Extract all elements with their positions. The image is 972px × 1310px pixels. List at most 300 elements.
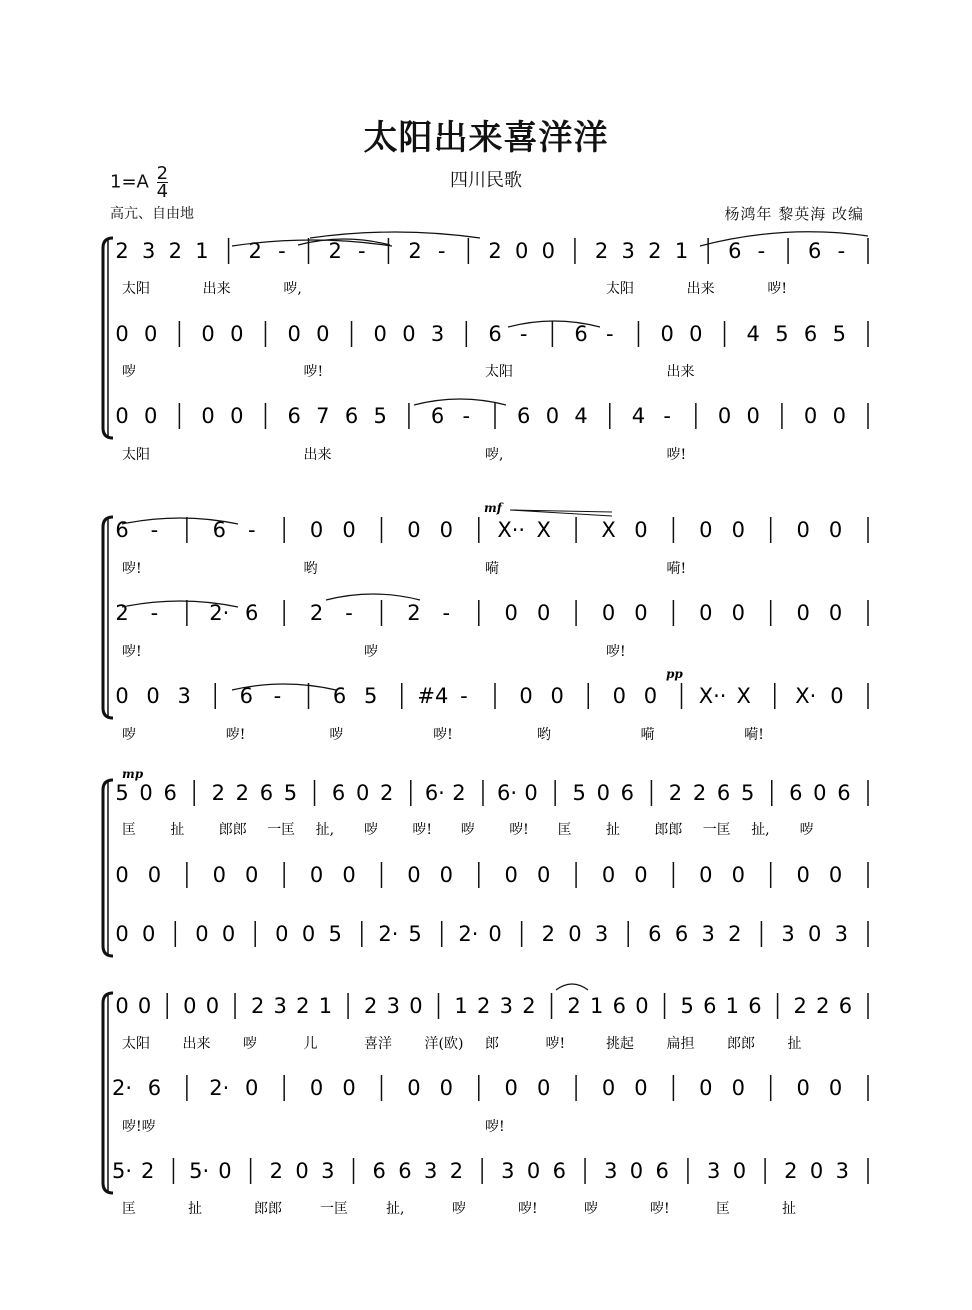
lyric: 太阳	[122, 1036, 150, 1052]
note: X	[536, 518, 551, 542]
note: 3	[594, 922, 609, 946]
note: 4	[746, 322, 760, 346]
note: 6	[648, 922, 662, 946]
lyric: 哕,	[283, 281, 302, 297]
note: 3	[781, 922, 795, 946]
note: 0	[828, 518, 843, 542]
lyric: 嗬!	[666, 561, 687, 577]
lyric: 扯	[188, 1201, 202, 1217]
lyric: 哕!	[303, 364, 324, 380]
note: 1	[318, 994, 333, 1018]
lyric: 一匡	[320, 1201, 348, 1217]
lyric: 哕!	[509, 822, 529, 838]
lyric: 扯	[606, 822, 620, 838]
note: 0	[550, 684, 564, 708]
note: -	[150, 518, 159, 542]
note: 0	[643, 684, 658, 708]
note: 0	[221, 922, 236, 946]
note: -	[442, 601, 451, 625]
note: 2	[793, 994, 807, 1018]
note: 0	[147, 863, 162, 887]
note: 3	[321, 1159, 335, 1183]
lyric: 哕	[243, 1036, 257, 1052]
note: 0	[488, 922, 502, 946]
note: 0	[295, 1159, 309, 1183]
note: 0	[828, 601, 843, 625]
note: 6	[259, 781, 274, 805]
lyric: 嗬	[640, 727, 655, 743]
note: 6	[163, 781, 177, 805]
note: 5	[680, 994, 694, 1018]
note: 2	[477, 994, 491, 1018]
note: 2	[141, 1159, 155, 1183]
lyric: 哕!	[606, 644, 626, 660]
lyric: 哕!哕	[122, 1119, 156, 1135]
note: 3	[834, 922, 849, 946]
lyric: 哕	[329, 727, 344, 743]
note: 0	[439, 863, 454, 887]
note: 6	[372, 1159, 386, 1183]
lyric: 郎郎	[654, 822, 683, 838]
note: 6	[552, 1159, 566, 1183]
lyric: 扯	[782, 1201, 796, 1217]
note: 0	[139, 781, 153, 805]
note: #4	[417, 684, 449, 708]
note: 0	[514, 239, 529, 263]
note: 0	[634, 1076, 648, 1100]
note: 0	[568, 922, 582, 946]
note: 0	[301, 922, 316, 946]
note: -	[357, 239, 366, 263]
note: 0	[699, 863, 713, 887]
note: 0	[601, 1076, 616, 1100]
note: 0	[309, 518, 324, 542]
note: 0	[137, 994, 152, 1018]
note: 2	[115, 239, 129, 263]
note: 0	[287, 322, 301, 346]
note: 5	[328, 922, 342, 946]
note: 0	[115, 404, 129, 428]
note: 0	[731, 1076, 745, 1100]
note: X··	[497, 518, 526, 542]
note: 6	[808, 239, 822, 263]
note: 0	[796, 601, 810, 625]
note: -	[247, 518, 256, 542]
time-bottom: 4	[156, 181, 169, 202]
note: 0	[183, 994, 197, 1018]
note: 2	[115, 601, 129, 625]
note: 2	[522, 994, 536, 1018]
note: 0	[230, 322, 244, 346]
note: -	[757, 239, 766, 263]
key-prefix: 1=A	[110, 171, 149, 193]
lyric: 扯	[170, 822, 185, 838]
lyric: 哕!	[650, 1201, 670, 1217]
note: 3	[604, 1159, 618, 1183]
note: 2	[449, 1159, 464, 1183]
note: 0	[634, 863, 648, 887]
note: 3	[499, 994, 513, 1018]
note: 0	[519, 684, 533, 708]
note: 2·	[209, 1076, 230, 1100]
lyric: 哕!	[225, 727, 246, 743]
note: 2	[168, 239, 182, 263]
lyric: 洋(欧)	[424, 1036, 464, 1052]
dynamic-mark: mf	[484, 501, 502, 515]
note: 2·	[111, 1076, 133, 1100]
note: 0	[218, 1159, 232, 1183]
note: -	[460, 684, 468, 708]
note: 3	[386, 994, 400, 1018]
note: -	[345, 601, 353, 625]
note: 0	[115, 684, 129, 708]
dynamic-mark: mp	[122, 767, 144, 781]
note: 6	[332, 684, 347, 708]
note: 2	[567, 994, 581, 1018]
note: 0	[504, 601, 518, 625]
lyric: 哕	[364, 644, 378, 660]
note: X·	[795, 684, 817, 708]
note: 0	[832, 404, 846, 428]
lyric: 哟	[303, 561, 318, 577]
note: 5·	[111, 1159, 133, 1183]
note: 2	[380, 781, 394, 805]
note: 3	[701, 922, 715, 946]
note: 0	[717, 404, 732, 428]
note: 0	[601, 601, 616, 625]
lyric: 扯,	[386, 1201, 405, 1217]
lyric: 哕!	[545, 1036, 566, 1052]
note: 1	[195, 239, 209, 263]
slur	[326, 594, 420, 600]
lyric: 郎	[485, 1036, 499, 1052]
note: 0	[402, 322, 416, 346]
note: 2	[692, 781, 707, 805]
note: 0	[230, 404, 244, 428]
lyric: 挑起	[606, 1036, 634, 1052]
lyric: 哕	[460, 822, 475, 838]
note: 0	[201, 404, 215, 428]
lyric: 哕	[799, 822, 814, 838]
note: 0	[407, 518, 421, 542]
note: 3	[706, 1159, 721, 1183]
note: 5	[283, 781, 298, 805]
note: 0	[409, 994, 423, 1018]
note: 5·	[189, 1159, 210, 1183]
lyric: 哕!	[518, 1201, 538, 1217]
note: 5	[572, 781, 586, 805]
note: 6·	[497, 781, 518, 805]
note: -	[437, 239, 446, 263]
note: 0	[634, 518, 648, 542]
note: 0	[536, 863, 551, 887]
note: 6	[803, 322, 818, 346]
note: 0	[796, 863, 810, 887]
note: 0	[612, 684, 627, 708]
lyric: 哕	[122, 364, 136, 380]
note: 6	[620, 781, 635, 805]
lyric: 一匡	[267, 822, 296, 838]
time-top: 2	[156, 163, 169, 184]
note: 1	[590, 994, 604, 1018]
lyric: 太阳	[606, 281, 634, 297]
lyric: 哕!	[666, 447, 687, 463]
note: 6	[245, 601, 259, 625]
note: 0	[731, 863, 745, 887]
note: 2	[211, 781, 225, 805]
note: 2	[816, 994, 830, 1018]
note: 0	[355, 781, 370, 805]
lyric: 扯,	[751, 822, 770, 838]
note: -	[663, 404, 671, 428]
lyric: 哕!	[767, 281, 787, 297]
note: 6	[716, 781, 731, 805]
note: 0	[524, 781, 538, 805]
lyric: 喜洋	[364, 1036, 392, 1052]
note: 0	[373, 322, 387, 346]
note: 0	[635, 994, 649, 1018]
note: 0	[732, 1159, 747, 1183]
note: 0	[146, 684, 160, 708]
note: 3	[141, 239, 156, 263]
note: 6	[147, 1076, 162, 1100]
note: 0	[813, 781, 827, 805]
note: 5	[775, 322, 789, 346]
note: 0	[115, 863, 129, 887]
note: 0	[141, 922, 156, 946]
note: 0	[504, 1076, 518, 1100]
note: 0	[796, 1076, 810, 1100]
note: 6	[789, 781, 803, 805]
note: 2	[784, 1159, 798, 1183]
note: 6	[430, 404, 445, 428]
note: 6	[574, 322, 588, 346]
lyric: 哟	[536, 727, 551, 743]
lyric: 扯,	[315, 822, 335, 838]
note: 0	[731, 518, 745, 542]
note: 0	[407, 1076, 421, 1100]
note: 5	[408, 922, 422, 946]
lyric: 出来	[303, 447, 332, 463]
note: 2	[248, 239, 262, 263]
note: 2	[235, 781, 250, 805]
note: 0	[504, 863, 518, 887]
note: -	[837, 239, 846, 263]
lyric: 哕	[122, 727, 136, 743]
note: 0	[699, 518, 713, 542]
note: 2	[309, 601, 324, 625]
note: 0	[536, 601, 551, 625]
note: 0	[195, 922, 209, 946]
note: 0	[601, 863, 616, 887]
note: 6	[239, 684, 254, 708]
note: 6	[488, 322, 502, 346]
lyric: 儿	[303, 1036, 318, 1052]
note: 0	[212, 863, 226, 887]
note: 0	[115, 322, 129, 346]
lyric: 郎郎	[727, 1036, 755, 1052]
lyric: 郎郎	[218, 822, 247, 838]
note: 3	[430, 322, 445, 346]
note: 6	[612, 994, 627, 1018]
lyric: 哕	[584, 1201, 598, 1217]
note: 5	[832, 322, 846, 346]
note: 0	[545, 404, 560, 428]
note: 0	[731, 601, 745, 625]
note: 0	[828, 1076, 843, 1100]
note: 2	[728, 922, 742, 946]
note: 0	[634, 601, 648, 625]
note: 1	[725, 994, 740, 1018]
note: 0	[526, 1159, 541, 1183]
lyric: 一匡	[702, 822, 731, 838]
note: 2	[408, 239, 422, 263]
lyric: 哕,	[485, 447, 504, 463]
note: 6	[517, 404, 531, 428]
note: 0	[144, 404, 158, 428]
note: 0	[205, 994, 220, 1018]
note: 3	[621, 239, 635, 263]
note: 0	[830, 684, 844, 708]
lyric: 扁担	[666, 1036, 695, 1052]
note: 4	[631, 404, 646, 428]
note: 6	[655, 1159, 669, 1183]
lyric: 嗬	[485, 561, 499, 577]
note: -	[605, 322, 614, 346]
note: -	[150, 601, 159, 625]
note: 6	[398, 1159, 412, 1183]
lyric: 太阳	[122, 447, 150, 463]
note: 0	[803, 404, 818, 428]
note: 7	[316, 404, 330, 428]
note: 1	[674, 239, 689, 263]
lyric: 太阳	[485, 364, 513, 380]
lyric: 哕	[452, 1201, 466, 1217]
note: 0	[699, 1076, 713, 1100]
arranger-credit: 杨鸿年 黎英海 改编	[724, 205, 864, 223]
lyric: 匡	[122, 1201, 136, 1217]
note: 0	[796, 518, 810, 542]
note: 3	[424, 1159, 438, 1183]
note: 4	[574, 404, 588, 428]
note: 0	[407, 863, 421, 887]
note: 2	[488, 239, 502, 263]
note: 0	[115, 922, 129, 946]
note: X	[601, 518, 616, 542]
lyric: 匡	[557, 822, 572, 838]
note: 3	[177, 684, 191, 708]
note: 5	[373, 404, 387, 428]
song-title: 太阳出来喜洋洋	[363, 118, 609, 158]
note: 0	[316, 322, 330, 346]
note: 0	[629, 1159, 644, 1183]
note: 2	[250, 994, 265, 1018]
note: 6	[287, 404, 301, 428]
note: 2	[594, 239, 609, 263]
note: 6	[728, 239, 742, 263]
note: 0	[828, 863, 843, 887]
note: 6	[748, 994, 762, 1018]
note: 0	[808, 922, 822, 946]
note: 2	[269, 1159, 284, 1183]
note: -	[519, 322, 528, 346]
note: 0	[699, 601, 713, 625]
note: 6	[115, 518, 129, 542]
note: 0	[342, 863, 356, 887]
note: 6	[837, 781, 851, 805]
note: 0	[144, 322, 158, 346]
note: 0	[245, 1076, 259, 1100]
note: 0	[115, 994, 129, 1018]
lyric: 哕!	[485, 1119, 505, 1135]
note: 6	[703, 994, 717, 1018]
note: 0	[275, 922, 289, 946]
lyric: 出来	[686, 281, 715, 297]
lyric: 哕!	[122, 561, 142, 577]
lyric: 太阳	[122, 281, 150, 297]
note: 5	[363, 684, 378, 708]
note: -	[278, 239, 286, 263]
note: 1	[454, 994, 468, 1018]
note: 0	[536, 1076, 551, 1100]
lyric: 哕!	[433, 727, 453, 743]
note: 6	[212, 518, 226, 542]
note: 0	[309, 1076, 324, 1100]
note: -	[462, 404, 471, 428]
dynamic-mark: pp	[666, 667, 683, 681]
slur	[556, 984, 588, 990]
note: 2	[668, 781, 683, 805]
note: 6·	[424, 781, 445, 805]
note: 2	[407, 601, 421, 625]
note: 3	[501, 1159, 515, 1183]
note: 6	[838, 994, 853, 1018]
note: 0	[809, 1159, 824, 1183]
note: 2	[541, 922, 555, 946]
note: 2·	[209, 601, 230, 625]
note: 6	[674, 922, 689, 946]
lyric: 匡	[122, 822, 136, 838]
note: 5	[115, 781, 129, 805]
lyric: 郎郎	[254, 1201, 282, 1217]
note: 2	[328, 239, 342, 263]
note: 2·	[378, 922, 399, 946]
note: 5	[740, 781, 755, 805]
note: 0	[660, 322, 674, 346]
hairpin	[510, 510, 612, 516]
lyric: 嗬!	[744, 727, 764, 743]
note: 3	[273, 994, 287, 1018]
note: 2·	[458, 922, 479, 946]
note: 2	[363, 994, 378, 1018]
song-subtitle: 四川民歌	[450, 170, 522, 191]
note: 0	[201, 322, 215, 346]
lyric: 哕	[364, 822, 378, 838]
lyric: 出来	[202, 281, 231, 297]
note: 3	[835, 1159, 849, 1183]
lyric: 扯	[787, 1036, 802, 1052]
note: 0	[689, 322, 703, 346]
note: 0	[342, 1076, 356, 1100]
note: -	[273, 684, 282, 708]
slur	[310, 232, 480, 238]
note: X··	[698, 684, 727, 708]
note: 2	[452, 781, 466, 805]
lyric: 出来	[666, 364, 695, 380]
slur	[414, 399, 506, 405]
note: X	[736, 684, 751, 708]
note: 0	[596, 781, 610, 805]
